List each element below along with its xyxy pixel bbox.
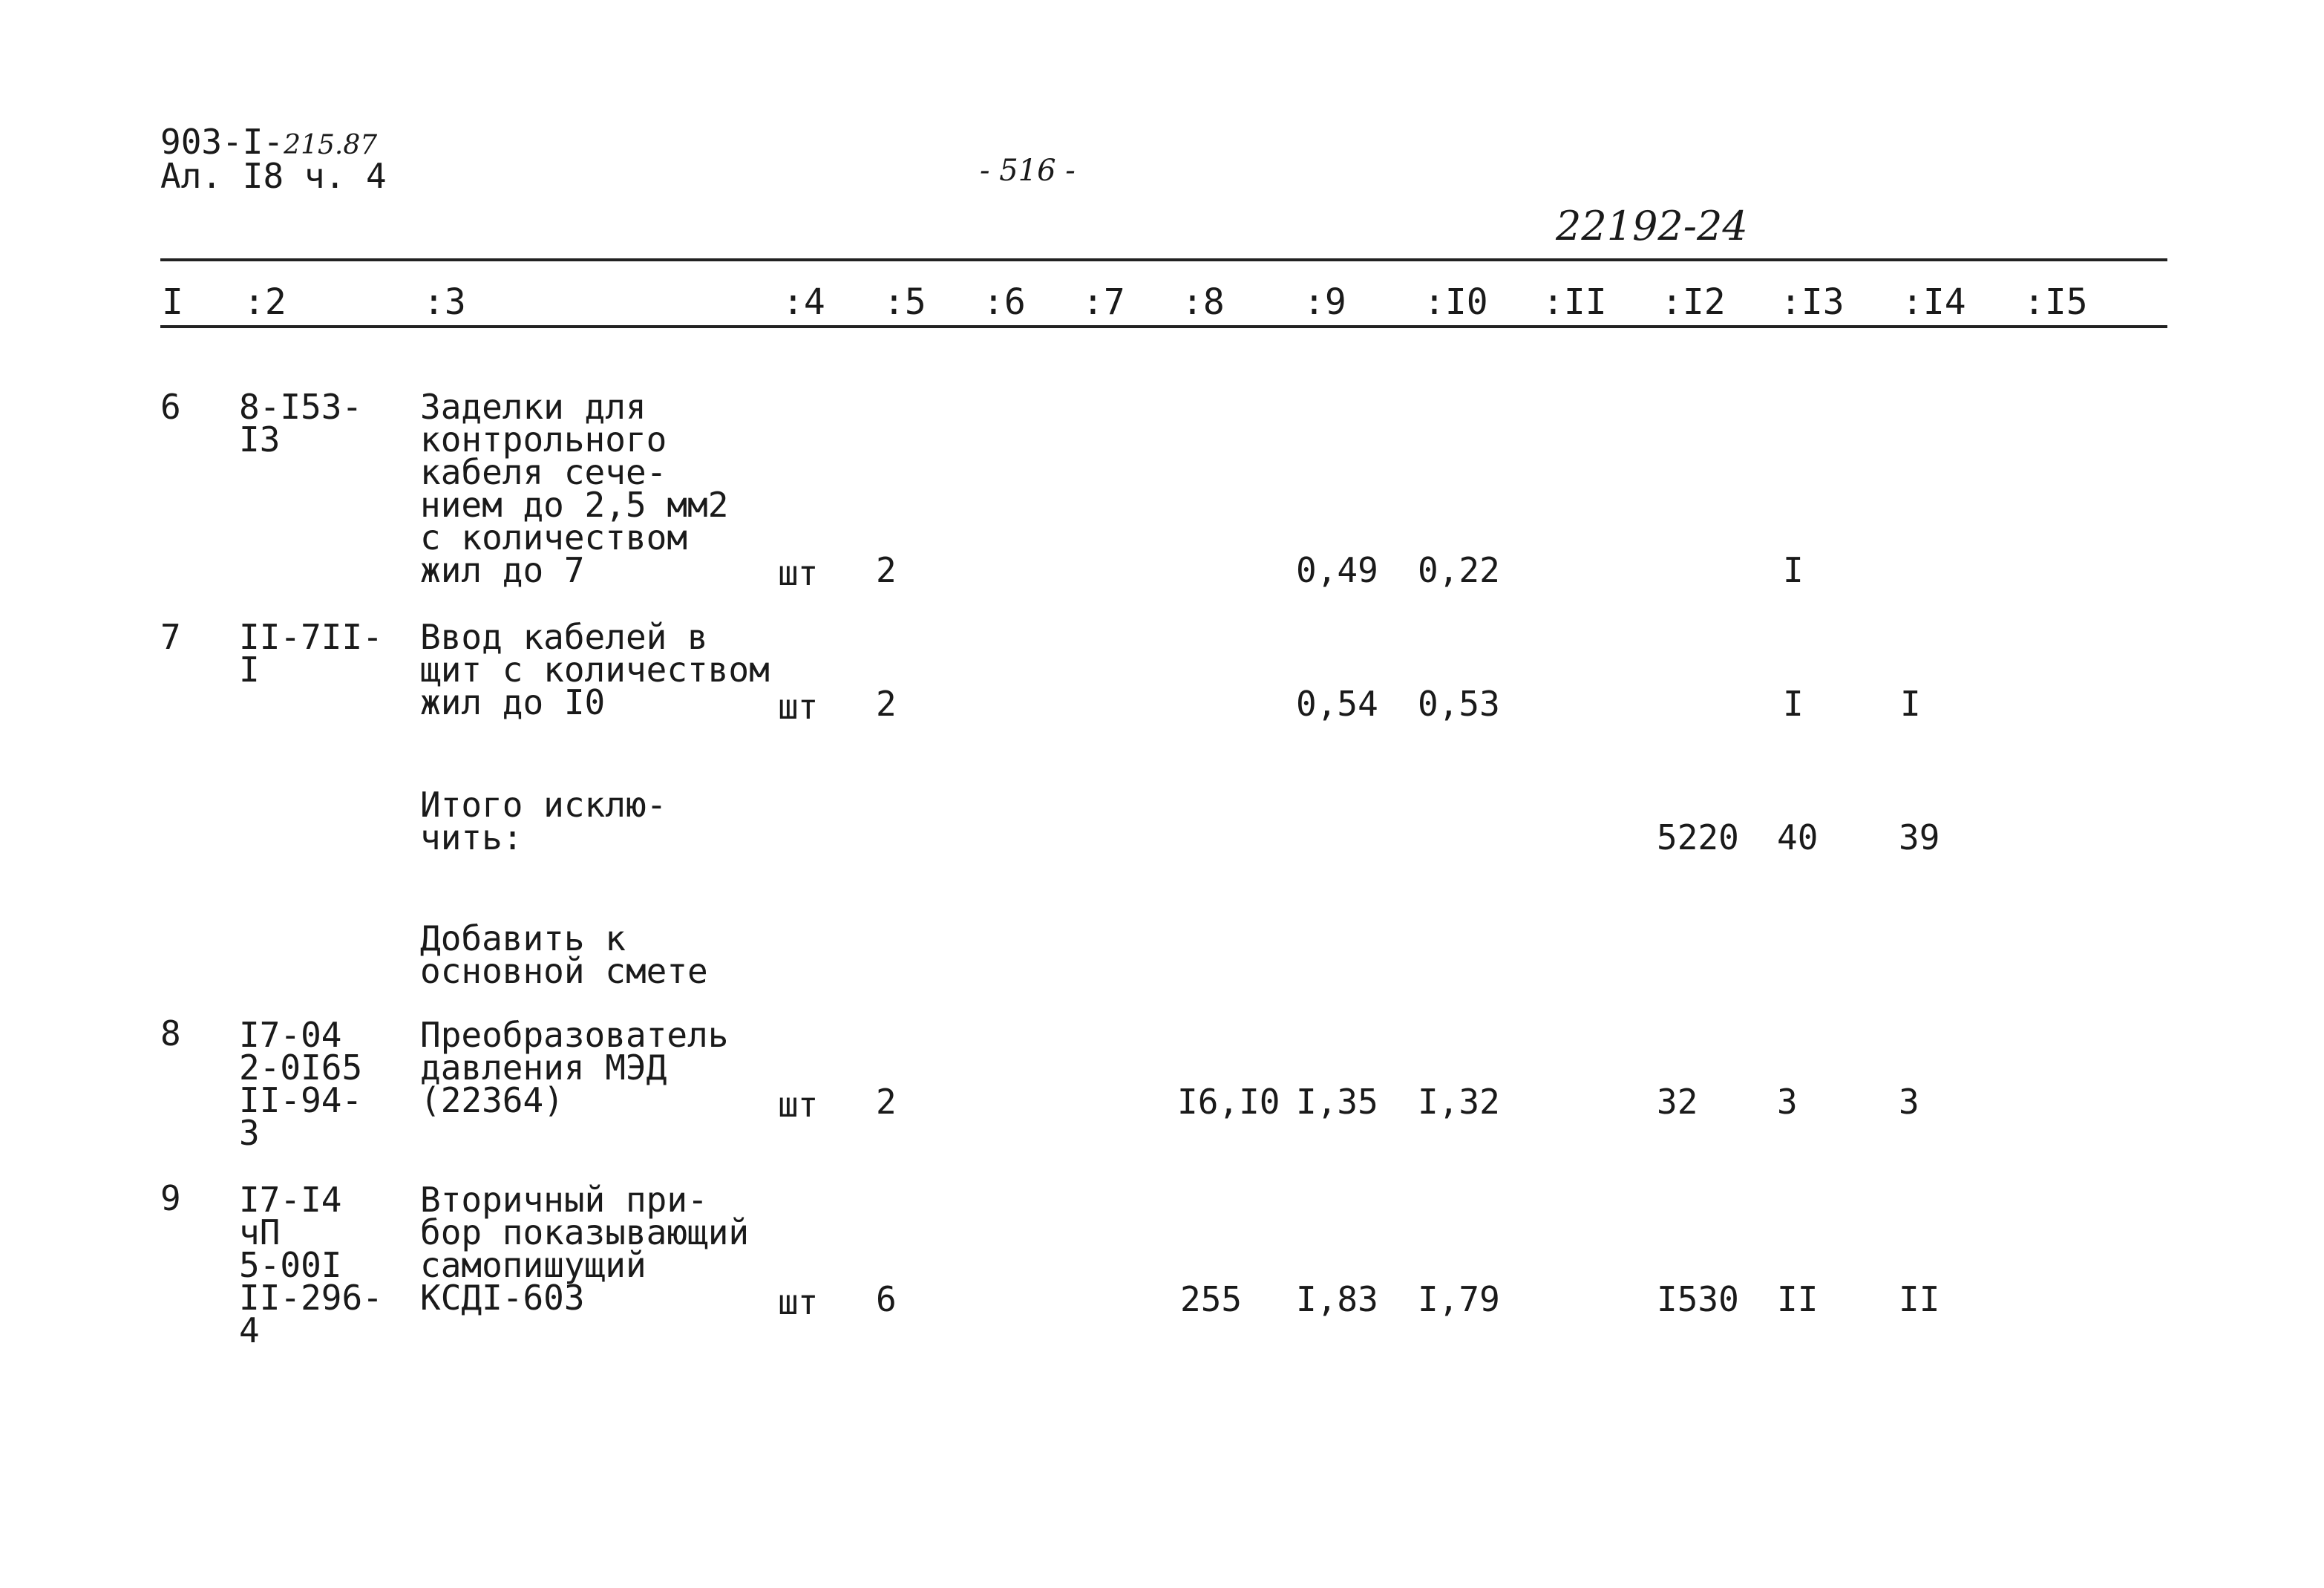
total-col12-value: 5220 [1657, 817, 1739, 857]
row-code-line: I3 [239, 419, 281, 460]
row-code-line: I [239, 650, 260, 690]
row-description-line: Преобразователь [420, 1015, 729, 1055]
total-label-line: чить: [420, 817, 523, 857]
row-number: 9 [160, 1178, 181, 1218]
row-col8-value: 255 [1180, 1279, 1243, 1319]
row-col13-value: 3 [1777, 1082, 1798, 1122]
row-code-line: I7-I4 [239, 1180, 342, 1220]
column-header-7: :7 [1082, 281, 1125, 323]
column-header-10: :I0 [1424, 281, 1488, 323]
row-col10-value: 0,22 [1418, 550, 1500, 590]
row-col12-value: I530 [1657, 1279, 1739, 1319]
row-unit: шт [778, 687, 818, 727]
row-description-line: щит с количеством [420, 650, 770, 690]
row-code-line: 2-0I65 [239, 1048, 363, 1088]
row-code-line: 5-00I [239, 1245, 342, 1285]
row-description-line: самопишущий [420, 1245, 647, 1285]
column-header-6: :6 [983, 281, 1026, 323]
column-header-14: :I4 [1902, 281, 1966, 323]
row-col10-value: I,32 [1418, 1082, 1500, 1122]
row-description-line: контрольного [420, 419, 667, 460]
album-part-line: Ал. I8 ч. 4 [160, 156, 387, 196]
row-col9-value: 0,54 [1296, 684, 1378, 724]
row-description-line: кабеля сече- [420, 452, 667, 492]
row-description-line: Вторичный при- [420, 1180, 708, 1220]
row-code-line: I7-04 [239, 1015, 342, 1055]
section-heading-line: основной смете [420, 951, 708, 991]
row-number: 7 [160, 617, 181, 657]
page-number: - 516 - [980, 154, 1076, 188]
row-number: 8 [160, 1013, 181, 1053]
row-description-line: с количеством [420, 517, 688, 558]
row-col14-value: II [1899, 1279, 1940, 1319]
row-col13-value: I [1783, 684, 1804, 724]
table-top-rule [160, 258, 2167, 261]
row-col9-value: 0,49 [1296, 550, 1378, 590]
row-code-line: 3 [239, 1113, 260, 1153]
row-code-line: 4 [239, 1310, 260, 1350]
column-header-5: :5 [883, 281, 926, 323]
row-code-line: II-94- [239, 1080, 363, 1120]
section-heading-line: Добавить к [420, 918, 626, 958]
row-col10-value: 0,53 [1418, 684, 1500, 724]
row-unit: шт [778, 1085, 818, 1125]
row-col14-value: 3 [1899, 1082, 1919, 1122]
row-number: 6 [160, 387, 181, 427]
column-header-4: :4 [782, 281, 825, 323]
row-description-line: (22364) [420, 1080, 564, 1120]
row-quantity: 2 [876, 550, 897, 590]
row-quantity: 2 [876, 1082, 897, 1122]
row-col13-value: II [1777, 1279, 1819, 1319]
row-col10-value: I,79 [1418, 1279, 1500, 1319]
row-description-line: Заделки для [420, 387, 647, 427]
row-unit: шт [778, 553, 818, 593]
row-quantity: 6 [876, 1279, 897, 1319]
row-description-line: бор показывающий [420, 1212, 750, 1252]
row-col9-value: I,35 [1296, 1082, 1378, 1122]
row-col12-value: 32 [1657, 1082, 1698, 1122]
total-col13-value: 40 [1777, 817, 1819, 857]
row-unit: шт [778, 1282, 818, 1322]
row-code-line: чП [239, 1212, 281, 1252]
row-description-line: КСДI-603 [420, 1278, 585, 1318]
row-description-line: жил до 7 [420, 550, 585, 590]
row-code-line: 8-I53- [239, 387, 363, 427]
column-header-3: :3 [423, 281, 466, 323]
column-header-1: I [162, 281, 183, 323]
row-description-line: Ввод кабелей в [420, 617, 708, 657]
row-col8-value: I6,I0 [1177, 1082, 1280, 1122]
total-label-line: Итого исклю- [420, 785, 667, 825]
column-header-13: :I3 [1780, 281, 1845, 323]
sheet-number: 22192-24 [1556, 203, 1748, 249]
document-code-handwritten: 215.87 [284, 130, 378, 160]
row-description-line: давления МЭД [420, 1048, 667, 1088]
column-header-11: :II [1542, 281, 1607, 323]
total-col14-value: 39 [1899, 817, 1940, 857]
row-col14-value: I [1900, 684, 1921, 724]
row-col13-value: I [1783, 550, 1804, 590]
row-code-line: II-7II- [239, 617, 383, 657]
row-quantity: 2 [876, 684, 897, 724]
row-col9-value: I,83 [1296, 1279, 1378, 1319]
document-code-prefix: 903-I- [160, 122, 284, 162]
row-description-line: нием до 2,5 мм2 [420, 485, 729, 525]
column-header-9: :9 [1303, 281, 1346, 323]
row-description-line: жил до I0 [420, 682, 606, 722]
column-header-12: :I2 [1661, 281, 1726, 323]
column-header-2: :2 [243, 281, 287, 323]
table-header-bottom-rule [160, 325, 2167, 328]
column-header-8: :8 [1182, 281, 1225, 323]
row-code-line: II-296- [239, 1278, 383, 1318]
column-header-15: :I5 [2023, 281, 2088, 323]
